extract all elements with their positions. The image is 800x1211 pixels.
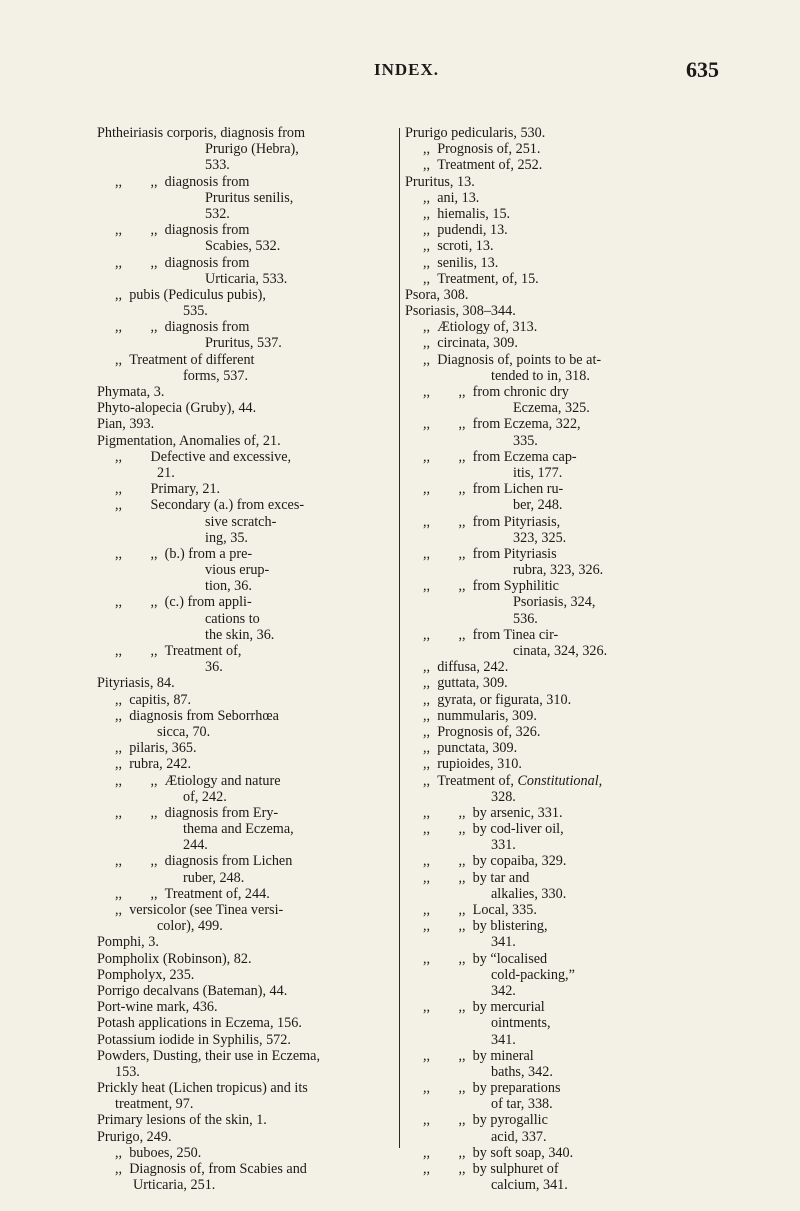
- index-entry-line: Pityriasis, 84.: [97, 675, 175, 692]
- index-entry-line: ,, diagnosis from Seborrhœa: [115, 707, 279, 724]
- index-entry-line: ,, ,, by mineral: [423, 1047, 534, 1064]
- index-entry-line: of, 242.: [183, 788, 227, 805]
- index-entry-line: ruber, 248.: [183, 869, 245, 886]
- index-entry-line: ,, ,, diagnosis from: [115, 254, 250, 271]
- index-entry-line: ,, capitis, 87.: [115, 691, 192, 708]
- index-entry-line: rubra, 323, 326.: [513, 562, 604, 579]
- index-entry-line: ,, ,, by soft soap, 340.: [423, 1144, 574, 1161]
- index-entry-line: Pruritus, 13.: [405, 173, 475, 190]
- index-entry-line: Urticaria, 251.: [133, 1177, 216, 1194]
- index-entry-line: ,, ,, from Eczema, 322,: [423, 416, 581, 433]
- index-entry-line: ,, circinata, 309.: [423, 335, 518, 352]
- index-entry-line: ,, ,, by cod-liver oil,: [423, 821, 564, 838]
- index-entry-line: ,, ,, by arsenic, 331.: [423, 804, 563, 821]
- index-entry-line: 328.: [491, 788, 516, 805]
- index-column-left: [97, 125, 392, 1193]
- index-entry-line: Potassium iodide in Syphilis, 572.: [97, 1031, 291, 1048]
- index-entry-line: cations to: [205, 610, 260, 627]
- index-entry-line: ,, ,, from Tinea cir-: [423, 626, 559, 643]
- index-entry-line: 342.: [491, 982, 516, 999]
- index-entry-line: Psoriasis, 308–344.: [405, 303, 516, 320]
- index-entry-line: ,, Prognosis of, 251.: [423, 141, 541, 158]
- index-entry-line: ,, pubis (Pediculus pubis),: [115, 286, 266, 303]
- index-entry-line: ,, ,, from Pityriasis,: [423, 513, 561, 530]
- index-entry-line: Eczema, 325.: [513, 400, 590, 417]
- index-entry-line: ,, Diagnosis of, from Scabies and: [115, 1161, 307, 1177]
- index-entry-line: Prurigo, 249.: [97, 1128, 172, 1145]
- index-entry-line: Pruritus, 537.: [205, 335, 282, 352]
- index-entry-line: ,, ,, diagnosis from Ery-: [115, 804, 279, 821]
- index-entry-line: cinata, 324, 326.: [513, 643, 608, 659]
- index-entry-line: ,, ,, diagnosis from: [115, 173, 250, 190]
- index-entry-line: ,, ,, Treatment of, 244.: [115, 885, 270, 902]
- index-entry-line: ,, ,, from Syphilitic: [423, 578, 559, 595]
- index-entry-line: ,, guttata, 309.: [423, 675, 508, 692]
- index-entry-line: ointments,: [491, 1015, 551, 1032]
- index-entry-line: 21.: [157, 464, 175, 481]
- running-title: INDEX.: [374, 60, 440, 79]
- index-entry-line: Urticaria, 533.: [205, 270, 288, 287]
- index-entry-line: 536.: [513, 610, 538, 627]
- index-entry-line: tion, 36.: [205, 578, 252, 595]
- index-entry-line: Porrigo decalvans (Bateman), 44.: [97, 982, 288, 999]
- index-entry-line: vious erup-: [205, 562, 270, 579]
- index-entry-line: ,, senilis, 13.: [423, 254, 499, 271]
- index-entry-line: ,, ani, 13.: [423, 189, 480, 206]
- index-entry-line: ,, Secondary (a.) from exces-: [115, 497, 305, 514]
- index-entry-line: ,, ,, diagnosis from: [115, 222, 250, 239]
- index-entry-line: Primary lesions of the skin, 1.: [97, 1112, 267, 1129]
- index-entry-line: ,, Ætiology of, 313.: [423, 319, 538, 336]
- index-entry-line: ,, buboes, 250.: [115, 1144, 202, 1161]
- index-entry-line: of tar, 338.: [491, 1096, 553, 1113]
- index-entry-line: ,, pilaris, 365.: [115, 740, 197, 757]
- index-entry-line: Phymata, 3.: [97, 384, 165, 400]
- index-entry-line: ,, Prognosis of, 326.: [423, 723, 541, 740]
- index-entry-line: 535.: [183, 303, 208, 320]
- index-entry-line: ,, Treatment, of, 15.: [423, 270, 539, 287]
- index-entry-line: Pomphi, 3.: [97, 934, 159, 951]
- index-entry-line: ,, ,, by tar and: [423, 869, 530, 886]
- index-entry-line: ,, Treatment of, Constitutional,: [423, 772, 603, 789]
- index-entry-line: ,, ,, by preparations: [423, 1080, 561, 1097]
- index-entry-line: ,, ,, by copaiba, 329.: [423, 853, 567, 870]
- index-entry-line: 532.: [205, 205, 230, 222]
- index-entry-line: ,, gyrata, or figurata, 310.: [423, 691, 572, 708]
- index-entry-line: Pompholix (Robinson), 82.: [97, 950, 252, 967]
- index-entry-line: ,, ,, by sulphuret of: [423, 1161, 559, 1177]
- index-column-right: [405, 125, 695, 1193]
- index-entry-line: Prurigo pedicularis, 530.: [405, 125, 546, 141]
- index-entry-line: ,, ,, from chronic dry: [423, 384, 569, 400]
- index-entry-line: ,, ,, diagnosis from: [115, 319, 250, 336]
- index-entry-line: ing, 35.: [205, 529, 248, 546]
- index-entry-line: ,, ,, diagnosis from Lichen: [115, 853, 293, 870]
- index-entry-line: Phyto-alopecia (Gruby), 44.: [97, 400, 257, 417]
- index-entry-line: ,, ,, (b.) from a pre-: [115, 545, 253, 562]
- index-entry-line: ,, rubra, 242.: [115, 756, 192, 773]
- index-entry-line: Prickly heat (Lichen tropicus) and its: [97, 1080, 308, 1097]
- index-entry-line: 533.: [205, 157, 230, 174]
- index-entry-line: calcium, 341.: [491, 1177, 568, 1194]
- index-entry-line: Pompholyx, 235.: [97, 966, 195, 983]
- index-entry-line: ,, rupioides, 310.: [423, 756, 522, 773]
- index-entry-line: ,, ,, by blistering,: [423, 918, 548, 935]
- index-entry-line: ,, hiemalis, 15.: [423, 205, 511, 222]
- index-entry-line: 335.: [513, 432, 538, 449]
- index-entry-line: ber, 248.: [513, 497, 563, 514]
- index-entry-line: Scabies, 532.: [205, 238, 281, 255]
- page-number: 635: [686, 57, 719, 82]
- index-entry-line: Prurigo (Hebra),: [205, 141, 299, 158]
- index-entry-line: ,, Treatment of, 252.: [423, 157, 543, 174]
- index-entry-line: Psoriasis, 324,: [513, 594, 596, 611]
- index-entry-line: ,, ,, by “localised: [423, 950, 548, 967]
- index-entry-line: ,, diffusa, 242.: [423, 659, 509, 676]
- index-entry-line: sive scratch-: [205, 513, 277, 530]
- index-entry-line: 331.: [491, 837, 516, 854]
- index-entry-line: treatment, 97.: [115, 1096, 194, 1113]
- index-entry-line: thema and Eczema,: [183, 821, 294, 838]
- index-entry-line: 244.: [183, 837, 208, 854]
- index-entry-line: Psora, 308.: [405, 286, 469, 303]
- index-entry-line: itis, 177.: [513, 464, 563, 481]
- index-entry-line: ,, ,, from Pityriasis: [423, 545, 557, 562]
- index-entry-line: ,, ,, Ætiology and nature: [115, 772, 281, 789]
- index-entry-line: Pruritus senilis,: [205, 189, 294, 206]
- index-entry-line: forms, 537.: [183, 367, 249, 384]
- index-entry-line: ,, ,, from Lichen ru-: [423, 481, 564, 498]
- index-entry-line: ,, punctata, 309.: [423, 740, 518, 757]
- index-entry-line: ,, Defective and excessive,: [115, 448, 292, 465]
- index-entry-line: ,, Treatment of different: [115, 351, 255, 368]
- index-entry-line: Pian, 393.: [97, 416, 155, 433]
- index-entry-line: Port-wine mark, 436.: [97, 999, 218, 1016]
- index-entry-line: 153.: [115, 1063, 140, 1080]
- index-entry-line: 36.: [205, 659, 223, 676]
- index-entry-line: tended to in, 318.: [491, 367, 590, 384]
- index-entry-line: 341.: [491, 934, 516, 951]
- index-entry-line: ,, versicolor (see Tinea versi-: [115, 902, 284, 918]
- index-entry-line: Phtheiriasis corporis, diagnosis from: [97, 125, 306, 141]
- page-header: [0, 57, 800, 90]
- index-entry-line: ,, ,, by pyrogallic: [423, 1112, 548, 1129]
- index-entry-line: ,, nummularis, 309.: [423, 707, 537, 724]
- index-entry-line: ,, ,, by mercurial: [423, 999, 545, 1016]
- index-entry-line: alkalies, 330.: [491, 885, 567, 902]
- index-entry-line: sicca, 70.: [157, 723, 211, 740]
- index-entry-line: ,, scroti, 13.: [423, 238, 494, 255]
- column-divider: [399, 128, 400, 1148]
- index-entry-line: 323, 325.: [513, 529, 567, 546]
- index-entry-line: ,, pudendi, 13.: [423, 222, 508, 239]
- index-entry-line: acid, 337.: [491, 1128, 547, 1145]
- index-entry-line: ,, ,, Local, 335.: [423, 902, 537, 918]
- index-entry-line: Pigmentation, Anomalies of, 21.: [97, 432, 281, 449]
- index-entry-line: 341.: [491, 1031, 516, 1048]
- index-entry-line: ,, Primary, 21.: [115, 481, 221, 498]
- index-entry-line: Powders, Dusting, their use in Eczema,: [97, 1047, 321, 1064]
- index-entry-line: Potash applications in Eczema, 156.: [97, 1015, 302, 1032]
- index-entry-line: ,, Diagnosis of, points to be at-: [423, 351, 602, 368]
- index-entry-line: baths, 342.: [491, 1063, 553, 1080]
- index-entry-line: ,, ,, Treatment of,: [115, 643, 242, 659]
- index-entry-line: color), 499.: [157, 918, 223, 935]
- index-entry-line: ,, ,, (c.) from appli-: [115, 594, 252, 611]
- index-entry-line: ,, ,, from Eczema cap-: [423, 448, 577, 465]
- index-entry-line: the skin, 36.: [205, 626, 275, 643]
- index-entry-line: cold-packing,”: [491, 966, 575, 983]
